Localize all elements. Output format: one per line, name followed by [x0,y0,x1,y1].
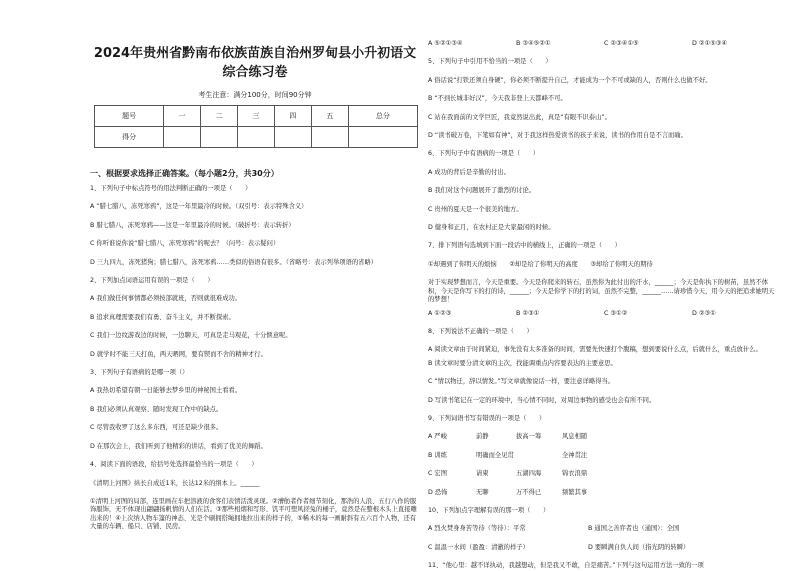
q7-option-b: B ②③① [516,309,540,317]
exam-note: 考生注意：满分100分，时间90分钟 [198,91,312,99]
option-line: B 追求真理需要我们有勇、奋斗主义，并不断探索。 [90,313,235,321]
word-cell: 拔高一筹 [516,433,542,441]
question-line: 6、下列句子中有语病的一项是（ ） [428,150,540,158]
section-heading: 一、根据要求选择正确答案。（每小题2分，共30分） [90,169,279,178]
option-cell: A 烈火焚身身苦等待（等待）：平常 [428,525,526,533]
score-table-header: 总分 [348,106,417,127]
option-cell: D 要瞬满自负人间（指光阴的转瞬） [588,543,690,551]
q4-option-c: C ②③④①⑤ [604,40,639,47]
option-line: C 贵州的夏天是一个很美的地方。 [428,205,523,213]
q7-options [428,310,778,318]
word-cell: 风息相随 [562,433,588,441]
q7-option-d: D ②③① [692,309,716,317]
score-cell [311,127,348,148]
option-line: A 我热切希望有朝一日能够去梦乡里的神秘国土看看。 [90,387,242,395]
score-table-header-row [95,106,418,127]
option-line: A 阅读文章由于时间紧迫，事先没有太多准备的时间，需要先快速打个腹稿，想到要说什么点，后就什么，重点放什么。 [428,346,762,354]
option-cell: C 温温一水间（盈盈：清澈的样子） [428,543,529,551]
question-line: 11、“他心里：越不详执动，我越想动，但是我又不敢，自是痛苦。”下列与这句运用方法一致的一项 [428,562,704,570]
score-table-header: 三 [238,106,275,127]
score-cell [348,127,417,148]
score-table-score-row [95,127,418,148]
score-cell [238,127,275,148]
q9-row [428,452,778,460]
q9-row [428,433,778,441]
question-line: 2、下列加点词语运用有误的一项是（ ） [90,277,214,285]
option-line: D “读书破万卷，下笔如有神”，对于我这样热爱读书的孩子来说，读书的作用自是不言而喻。 [428,132,687,140]
option-line: D 就学时不能三天打鱼，两天晒网，要有锲而不舍的精神才行。 [90,350,267,358]
option-line: C 尽管我收罗了这么多东西，可还是缺少很多。 [90,424,223,432]
score-table-header: 二 [201,106,238,127]
question-line: 5、下列句子中引用不恰当的一项是（ ） [428,58,552,66]
q9-row [428,470,778,478]
passage-paragraph: 对于实现梦想而言，今天是重要。今天是你爬来的转石，虽然你为此付出的汗水，______；今天是你执下的树苗，虽然不体积，今天是你写下的打的诗，______；今天是你学下的打的词，虽然不完整，______……请珍惜今天，用今天的把追求她明天的梦想！ [428,279,775,304]
option-line: C 你听谁说你说“腊七腊八，冻死寒鸦”的呢去？（问号：表示疑问） [90,240,280,248]
option-line: B 我们必须认真观察、随时发现工作中的缺点。 [90,405,223,413]
passage-line: 《清明上河图》纵长自成近1米，长达12米的绢本上。______ [90,479,260,487]
right-column [428,0,778,570]
q4-option-b: B ③④⑤②① [516,40,551,47]
left-column [90,0,420,562]
choice-items: ①却遇到了你明天的烦恼 ②却是给了你明天的高度 ③却给了你明天的期待 [428,260,653,268]
word-cell: 频繁其事 [562,488,588,496]
word-cell: A 严峻 [428,433,447,441]
option-line: C 站在我面前的文学巨匠，我竟然说出此，真是“有眼不识泰山”。 [428,113,611,121]
word-cell: 前静 [476,433,489,441]
option-line: D 健身和正月，在农村正是大家最闲的时候。 [428,224,555,232]
word-cell: 锦衣浪鼎 [562,470,588,478]
word-cell: D 恐怖 [428,488,448,496]
q4-option-d: D ②①⑤③④ [692,40,728,47]
question-line: 8、下列说法不正确的一项是（ ） [428,327,533,335]
page-title: 2024年贵州省黔南布依族苗族自治州罗甸县小升初语文综合练习卷 [93,46,417,80]
option-line: D 三九四九，冻死猪狗；腊七腊八，冻死寒鸦……类似的俗语有很多。（省略号：表示列举项语的省略） [90,258,378,266]
question-line: 7、排下列语句选填到下面一段话中的横线上，正确的一项是（ ） [428,242,621,250]
q10-row [428,544,778,552]
option-line: D 在那次会上，我们听到了他精彩的讲话，看到了优美的舞蹈。 [90,442,267,450]
q7-option-c: C ③①② [604,309,628,317]
question-line: 3、下列句子有语病的是哪一项（） [90,369,189,377]
word-cell: C 宏图 [428,470,447,478]
word-cell: 请柬 [476,470,489,478]
option-line: A 我们做任何事情都必须按部就班，否则就很难成功。 [90,295,242,303]
option-line: C “情以物迁，辞以情发。”写文章就像说话一样，要注意详略得当。 [428,378,615,386]
option-line: D 写读书笔记在一定的环境中，当心情不同时，对周边事物的感受也会有所不同。 [428,396,656,404]
option-cell: B 通国之善弈者也（通国）：全国 [588,525,680,533]
option-line: C 我们一边纹游戏边的时候，一边聊天，可真是走马观花，十分惬意呢。 [90,332,292,340]
option-line: B “不到长城非好汉”，今天我非登上天都峰不可。 [428,95,567,103]
option-line: A 成功的背后是辛勤的付出。 [428,168,510,176]
word-cell: 万不得已 [516,488,542,496]
score-table [94,105,418,148]
option-line: A 俗话说“打铁还须自身硬”，你必须不断提升自己，才能成为一个不可或缺的人，否则什么也做不好。 [428,76,712,84]
question-line: 1、下列句子中标点符号的用法判断正确的一项是（ ） [90,185,252,192]
question-line: 10、下列加点字理解有误的那一项（ ） [428,506,550,514]
question-line: 4、阅读下面的语段，给括号处选择最恰当的一项是（ ） [90,461,258,469]
word-cell: 全神贯注 [562,451,588,459]
option-line: B 我们对这个问题展开了激烈的讨论。 [428,187,536,195]
score-cell [164,127,201,148]
option-line: A “腊七腊八，冻死寒鸦”，这是一年里最冷的时候。（双引号：表示特殊含义） [90,203,308,211]
q9-row [428,489,778,497]
option-line: B 读文章时要分清文章的主次，找能调重点内容要表达的主要意思。 [428,359,617,367]
passage-paragraph: ①清明上河图的局部，连里画在车把溶液的食客们表情活泼灵现。②漕舫者作者细节刻化，那浩的人浪、五行八作的服饰服饰，无不体现出翩翩扬帆情的人们在活。③那些相烟和写形、饥平可塑风搓兔的桶子，竟然是在整根木头上直接雕出来的！④上次纳人物车篷的神态、光是个刷拥搭绳拥地拉出来的样子的，⑤稀木的每一画耐斜有五六百个人物，还有大量的车辆、船只、店铺、民房。 [90,497,417,531]
option-line: B 腊七腊八，冻死寒鸦——这是一年里最冷的时候。（破折号：表示转折） [90,221,295,229]
q10-row [428,525,778,533]
score-cell [201,127,238,148]
score-table-header: 五 [311,106,348,127]
score-cell [274,127,311,148]
word-cell: 五湖四海 [516,470,542,478]
q4-options [428,40,778,48]
score-row-label: 得分 [95,127,164,148]
score-table-header: 四 [274,106,311,127]
word-cell: 明确而全见贯 [476,451,514,459]
q7-option-a: A ①②③ [428,309,452,317]
word-cell: 无聊 [476,488,489,496]
score-table-header: 题号 [95,106,164,127]
score-table-header: 一 [164,106,201,127]
question-line: 9、下列词语书写有错误的一项是（ ） [428,414,546,422]
q4-option-a: A ⑤②①③④ [428,40,463,47]
word-cell: B 训练 [428,451,447,459]
